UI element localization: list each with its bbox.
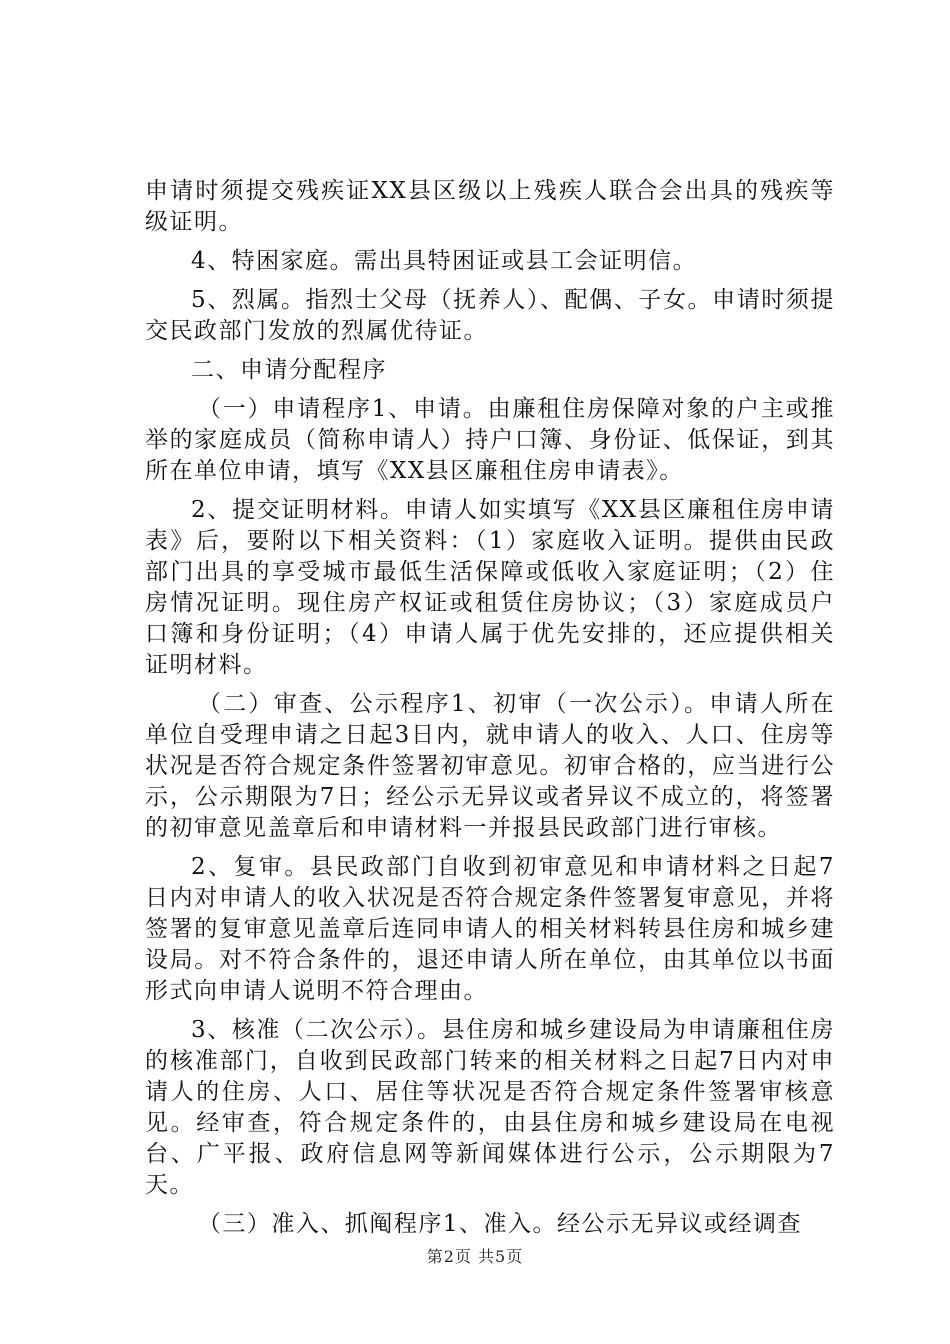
section-heading-application-procedure: 二、申请分配程序 (191, 357, 387, 383)
paragraph-second-review: 2、复审。县民政部门自收到初审意见和申请材料之日起7日内对申请人的收入状况是否符合规定条件签署复审意见，并将签署的复审意见盖章后连同申请人的相关材料转县住房和城乡建设局。对不符合条件的，退还申请人所在单位，由其单位以书面形式向申请人说明不符合理由。 (145, 854, 835, 1004)
paragraph-review-publicity: （二）审查、公示程序1、初审（一次公示）。申请人所在单位自受理申请之日起3日内，就申请人的收入、人口、住房等状况是否符合规定条件签署初审意见。初审合格的，应当进行公示，公示期限为7日；经公示无异议或者异议不成立的，将签署的初审意见盖章后和申请材料一并报县民政部门进行审核。 (145, 691, 835, 841)
paragraph-martyr-family: 5、烈属。指烈士父母（抚养人）、配偶、子女。申请时须提交民政部门发放的烈属优待证。 (145, 287, 835, 344)
paragraph-application-step: （一）申请程序1、申请。由廉租住房保障对象的户主或推举的家庭成员（简称申请人）持户口簿、身份证、低保证，到其所在单位申请，填写《XX县区廉租住房申请表》。 (145, 396, 835, 484)
paragraph-disability-proof: 申请时须提交残疾证XX县区级以上残疾人联合会出具的残疾等级证明。 (145, 178, 835, 235)
document-body (145, 176, 835, 1248)
paragraph-admission-lottery: （三）准入、抓阄程序1、准入。经公示无异议或经调查 (197, 1211, 803, 1237)
paragraph-approval: 3、核准（二次公示）。县住房和城乡建设局为申请廉租住房的核准部门，自收到民政部门转来的相关材料之日起7日内对申请人的住房、人口、居住等状况是否符合规定条件签署审核意见。经审查，符合规定条件的，由县住房和城乡建设局在电视台、广平报、政府信息网等新闻媒体进行公示，公示期限为7天。 (145, 1017, 835, 1198)
page-footer: 第2页 共5页 (426, 1247, 524, 1266)
paragraph-hardship-family: 4、特困家庭。需出具特困证或县工会证明信。 (191, 248, 698, 274)
paragraph-submit-materials: 2、提交证明材料。申请人如实填写《XX县区廉租住房申请表》后，要附以下相关资料：（1）家庭收入证明。提供由民政部门出具的享受城市最低生活保障或低收入家庭证明；（2）住房情况证明。现住房产权证或租赁住房协议；（3）家庭成员户口簿和身份证明；（4）申请人属于优先安排的，还应提供相关证明材料。 (145, 497, 835, 678)
